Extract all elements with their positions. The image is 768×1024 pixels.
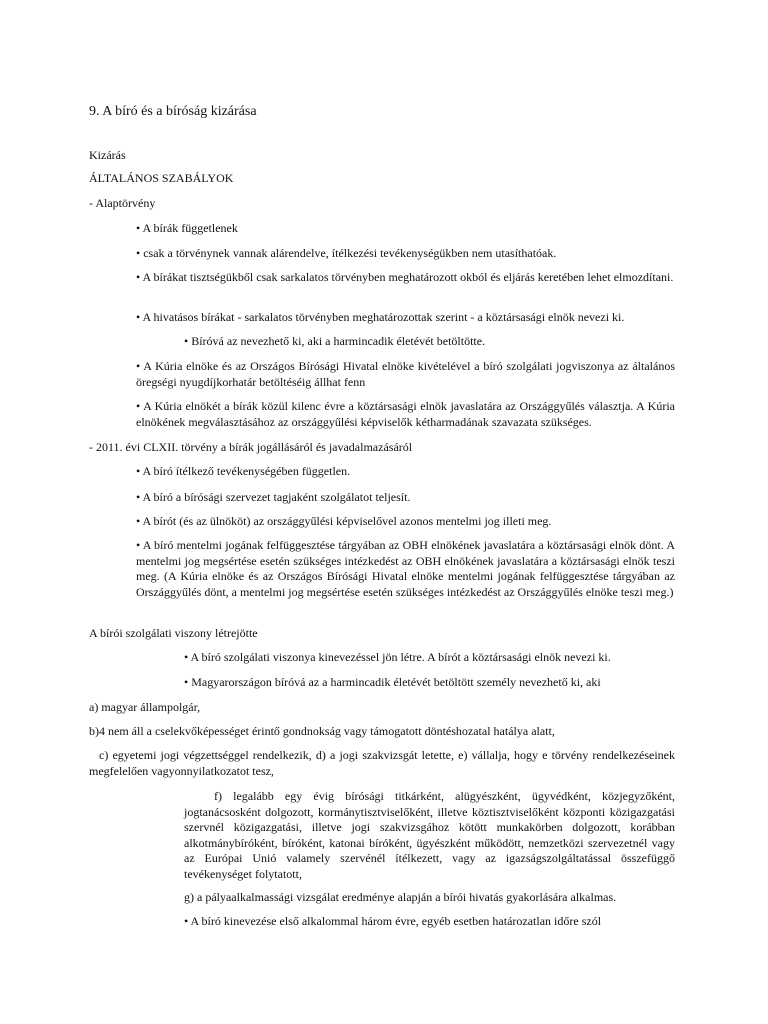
page-title: 9. A bíró és a bíróság kizárása (89, 104, 257, 119)
alaptorveny-subbullet: • Bíróvá az nevezhető ki, aki a harmincadik életévét betöltötte. (184, 334, 486, 348)
condition-a: a) magyar állampolgár, (89, 700, 201, 714)
szolgalati-bullet: • A bíró szolgálati viszonya kinevezéssel jön létre. A bírót a köztársasági elnök nevezi ki. (184, 650, 611, 664)
condition-cde: c) egyetemi jogi végzettséggel rendelkezik, d) a jogi szakvizsgát letette, e) vállalja, hogy e törvény rendelkezéseinek megfelelően vagyonnyilatkozatot tesz, (89, 748, 675, 778)
section-heading: ÁLTALÁNOS SZABÁLYOK (89, 171, 234, 185)
torveny-bullet: • A bíró mentelmi jogának felfüggesztése tárgyában az OBH elnökének javaslatára a köztársasági elnök dönt. A mentelmi jog megsértése esetén szükséges intézkedést az OBH elnökének javaslatára a köztársasági elnök teszi meg. (A Kúria elnöke és az Országos Bírósági Hivatal elnöke mentelmi jogának felfüggesztése tárgyában az Országgyűlés dönt, a mentelmi jog megsértése esetén szükséges intézkedést az Országgyűlés elnöke teszi meg.) (136, 538, 675, 599)
torveny-bullet: • A bírót (és az ülnököt) az országgyűlési képviselővel azonos mentelmi jog illeti meg. (136, 514, 552, 528)
szolgalati-bullet: • Magyarországon bíróvá az a harmincadik életévét betöltött személy nevezhető ki, aki (184, 675, 601, 689)
alaptorveny-bullet: • A Kúria elnökét a bírák közül kilenc évre a köztársasági elnök javaslatára az Országgyűlés választja. A Kúria elnökének megválasztásához az országgyűlési képviselők kétharmadának szavazata szükséges. (136, 399, 675, 429)
condition-b: b)4 nem áll a cselekvőképességet érintő gondnokság vagy támogatott döntéshozatal hatálya alatt, (89, 724, 555, 738)
torveny-bullet: • A bíró ítélkező tevékenységében független. (136, 464, 351, 478)
alaptorveny-label: - Alaptörvény (89, 196, 156, 210)
alaptorveny-bullet: • A Kúria elnöke és az Országos Bírósági Hivatal elnöke kivételével a bíró szolgálati jogviszonya az általános öregségi nyugdíjkorhatár betöltéséig állhat fenn (136, 359, 675, 389)
alaptorveny-bullet: • A hivatásos bírákat - sarkalatos törvényben meghatározottak szerint - a köztársasági elnök nevezi ki. (136, 310, 625, 324)
torveny-label: - 2011. évi CLXII. törvény a bírák jogállásáról és javadalmazásáról (89, 440, 413, 454)
condition-f: f) legalább egy évig bírósági titkárként, alügyészként, ügyvédként, közjegyzőként, jogtanácsosként dolgozott, kormánytisztviselőként, illetve köztisztviselőként központi közigazgatási szervnél közigazgatási, illetve jogi szakvizsgához kötött munkakörben dolgozott, korábban alkotmánybíróként, bíróként, katonai bíróként, ügyészként működött, nemzetközi szervezetnél vagy az Európai Unió valamely szervénél ítélkezett, vagy az igazságszolgáltatással összefüggő tevékenységet folytatott, (184, 789, 675, 881)
alaptorveny-bullet: • A bírák függetlenek (136, 221, 238, 235)
alaptorveny-bullet: • A bírákat tisztségükből csak sarkalatos törvényben meghatározott okból és eljárás keretében lehet elmozdítani. (136, 270, 674, 284)
szolgalati-label: A bírói szolgálati viszony létrejötte (89, 626, 258, 640)
szolgalati-bullet: • A bíró kinevezése első alkalommal három évre, egyéb esetben határozatlan időre szól (184, 914, 602, 928)
alaptorveny-bullet: • csak a törvénynek vannak alárendelve, ítélkezési tevékenységükben nem utasíthatóak. (136, 246, 557, 260)
section-label: Kizárás (89, 148, 126, 162)
condition-g: g) a pályaalkalmassági vizsgálat eredménye alapján a bírói hivatás gyakorlására alkalmas. (184, 890, 617, 904)
torveny-bullet: • A bíró a bírósági szervezet tagjaként szolgálatot teljesít. (136, 490, 411, 504)
